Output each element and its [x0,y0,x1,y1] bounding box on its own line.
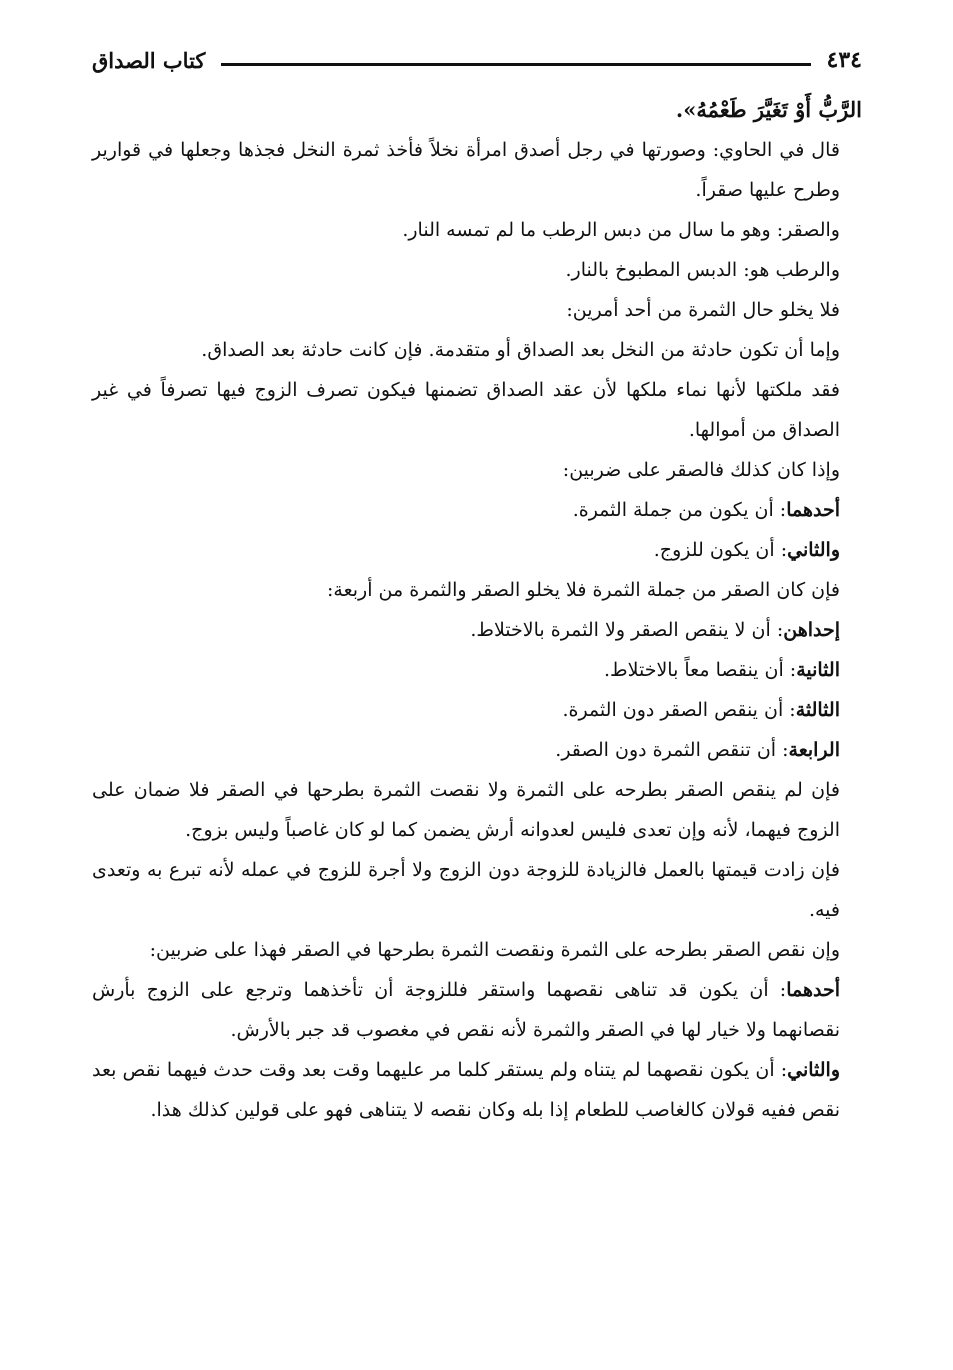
paragraph [92,250,862,290]
page-body [92,90,862,1130]
paragraph-text: : أن ينقصا معاً بالاختلاط. [604,659,797,681]
paragraph-text: : أن يكون من جملة الثمرة. [572,499,787,521]
paragraph-label: أحدهما [786,979,840,1001]
paragraph-text: : أن لا ينقص الصقر ولا الثمرة بالاختلاط. [470,619,784,641]
paragraph-label: أحدهما [786,499,840,521]
paragraph-text: وإن نقص الصقر بطرحه على الثمرة ونقصت الثمرة بطرحها في الصقر فهذا على ضربين: [149,939,840,961]
paragraph-label: والثاني [787,1059,840,1081]
paragraph [92,530,862,570]
paragraph-text: فإن لم ينقص الصقر بطرحه على الثمرة ولا نقصت الثمرة بطرحها في الصقر فلا ضمان على الزوج فيهما، لأنه وإن تعدى فليس لعدوانه أرش يضمن كما لو كان غاصباً وليس بزوج. [92,779,840,841]
paragraph [92,490,862,530]
paragraph-text: فإن كان الصقر من جملة الثمرة فلا يخلو الصقر والثمرة من أربعة: [326,579,840,601]
paragraph [92,210,862,250]
paragraph-label: الثانية [796,659,840,681]
paragraph [92,90,862,130]
paragraph-label: إحداهن [783,619,840,641]
paragraph [92,290,862,330]
header-rule [221,63,810,66]
paragraph-text: : أن يكون نقصهما لم يتناه ولم يستقر كلما مر عليهما وقت بعد وقت حدث فيهما نقص بعد نقص ففيه قولان كالغاصب للطعام إذا بله وكان نقصه لا يتناهى فهو على قولين كذلك هذا. [92,1059,840,1121]
paragraph [92,730,862,770]
paragraph [92,370,862,450]
paragraph-text: قال في الحاوي: وصورتها في رجل أصدق امرأة نخلاً فأخذ ثمرة النخل فجذها وجعلها في قوارير وطرح عليها صقراً. [92,139,840,201]
paragraph-label: الثالثة [795,699,840,721]
paragraph-text: وإما أن تكون حادثة من النخل بعد الصداق أو متقدمة. فإن كانت حادثة بعد الصداق. [201,339,840,361]
paragraph-text: والرطب هو: الدبس المطبوخ بالنار. [565,259,840,281]
paragraph-label: والثاني [787,539,840,561]
paragraph-text: : أن يكون قد تناهى نقصهما واستقر فللزوجة أن تأخذهما وترجع على الزوج بأرش نقصانهما ولا خيار لها في الصقر والثمرة لأنه نقص في مغصوب قد جبر بالأرش. [92,979,840,1041]
paragraph [92,330,862,370]
paragraph-text: : أن ينقص الصقر دون الثمرة. [562,699,796,721]
paragraph [92,850,862,930]
paragraph [92,690,862,730]
paragraph [92,1050,862,1130]
paragraph [92,450,862,490]
page-header [92,40,862,80]
paragraph [92,930,862,970]
paragraph-text: فإن زادت قيمتها بالعمل فالزيادة للزوجة دون الزوج ولا أجرة للزوج في عمله لأنه تبرع به وتعدى فيه. [92,859,840,921]
page-number: ٤٣٤ [826,47,862,73]
paragraph [92,610,862,650]
paragraph-text: الرَّبُّ أَوْ تَغَيَّرَ طَعْمُهُ». [675,97,862,122]
paragraph [92,650,862,690]
paragraph-text: والصقر: وهو ما سال من دبس الرطب ما لم تمسه النار. [402,219,840,241]
paragraph-text: : أن تنقص الثمرة دون الصقر. [555,739,789,761]
book-title: كتاب الصداق [92,47,206,73]
paragraph [92,570,862,610]
book-page [92,40,862,1130]
paragraph [92,130,862,210]
paragraph-text: : أن يكون للزوج. [653,539,788,561]
paragraph-text: فقد ملكتها لأنها نماء ملكها لأن عقد الصداق تضمنها فيكون تصرف الزوج فيها تصرفاً في غير الصداق من أموالها. [92,379,840,441]
paragraph-label: الرابعة [788,739,840,761]
paragraph [92,970,862,1050]
paragraph-text: وإذا كان كذلك فالصقر على ضربين: [562,459,840,481]
paragraph [92,770,862,850]
paragraph-text: فلا يخلو حال الثمرة من أحد أمرين: [566,299,840,321]
